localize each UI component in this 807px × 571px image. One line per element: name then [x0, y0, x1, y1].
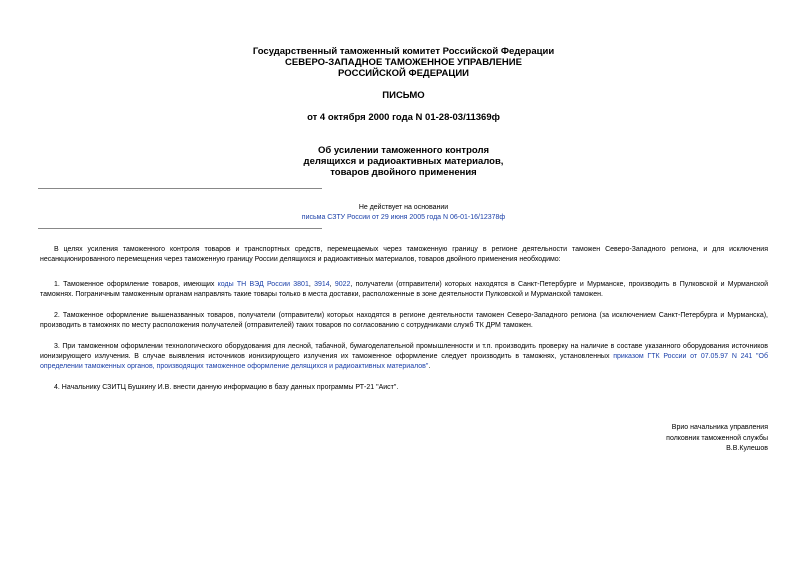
paragraph-3: [40, 342, 768, 372]
p3-text-a: 3. При таможенном оформлении технологического оборудования для лесной, табачной, бумагоделательной промышленности и т.п. производить проверку на наличие в составе указанного оборудования источников ионизирующего излучения. В случае выявления источников ионизирующего излучения их таможенное оформление следует производить в таможнях, установленных: [40, 343, 768, 360]
status-text: Не действует на основании: [358, 204, 449, 211]
signature-block: [666, 423, 768, 455]
paragraph-intro: В целях усиления таможенного контроля товаров и транспортных средств, перемещаемых через таможенную границу в регионе деятельности таможен Северо-Западного региона, и для исключения несанкционированного перемещения через таможенную границу России делящихся и радиоактивных материалов, товаров двойного применения необходимо:: [40, 246, 768, 263]
p1-text-b: , получатели (отправители) которых находятся в Санкт-Петербурге и Мурманске, производить в Пулковской и Мурманской таможнях. Пограничным таможенным органам направлять такие товары только в места доставки, расположенные в зоне деятельности Пулковской и Мурманской таможен.: [40, 281, 769, 298]
subject-line-2: делящихся и радиоактивных материалов,: [303, 156, 504, 167]
subject-line-1: Об усилении таможенного контроля: [317, 145, 490, 156]
doc-subject: [0, 145, 807, 178]
link-code-9022[interactable]: 9022: [334, 281, 351, 288]
paragraph-4: 4. Начальнику СЗИТЦ Бушкину И.В. внести данную информацию в базу данных программы РТ-21 "Аист".: [54, 384, 399, 391]
issuer-line-2: СЕВЕРО-ЗАПАДНОЕ ТАМОЖЕННОЕ УПРАВЛЕНИЕ: [285, 57, 522, 68]
status-note: [0, 203, 807, 223]
paragraph-1: [40, 280, 768, 300]
doc-type: ПИСЬМО: [382, 90, 425, 101]
paragraph-2: 2. Таможенное оформление вышеназванных товаров, получатели (отправители) которых находятся в регионе деятельности таможен Северо-Западного региона (за исключением Санкт-Петербурга и Мурманска), производить в таможнях по месту расположения получателей (отправителей) таких товаров по согласованию с сотрудниками служб ТК ДРМ таможен.: [40, 312, 768, 329]
p1-text-a: 1. Таможенное оформление товаров, имеющих: [54, 281, 218, 288]
divider-top: [38, 188, 322, 189]
p1-sep-1: ,: [308, 281, 315, 288]
issuer-header: [0, 46, 807, 79]
signature-position: Врио начальника управления: [671, 424, 768, 431]
p1-sep-2: ,: [329, 281, 335, 288]
link-code-3914[interactable]: 3914: [314, 281, 330, 288]
issuer-line-1: Государственный таможенный комитет Российской Федерации: [252, 46, 555, 57]
signature-name: В.В.Кулешов: [726, 445, 768, 452]
link-order-241[interactable]: приказом ГТК России от 07.05.97 N 241 "Об определении таможенных органов, производящих таможенное оформление делящихся и радиоактивных материалов": [40, 353, 768, 370]
subject-line-3: товаров двойного применения: [330, 167, 477, 178]
link-code-3801[interactable]: коды ТН ВЭД России 3801: [217, 281, 309, 288]
status-link[interactable]: письма СЗТУ России от 29 июня 2005 года N 06-01-16/12378ф: [301, 214, 506, 221]
divider-bottom: [38, 228, 322, 229]
doc-date: от 4 октября 2000 года N 01-28-03/11369ф: [307, 112, 500, 123]
p3-text-b: .: [428, 363, 431, 370]
signature-rank: полковник таможенной службы: [666, 434, 768, 442]
issuer-line-3: РОССИЙСКОЙ ФЕДЕРАЦИИ: [337, 68, 469, 79]
